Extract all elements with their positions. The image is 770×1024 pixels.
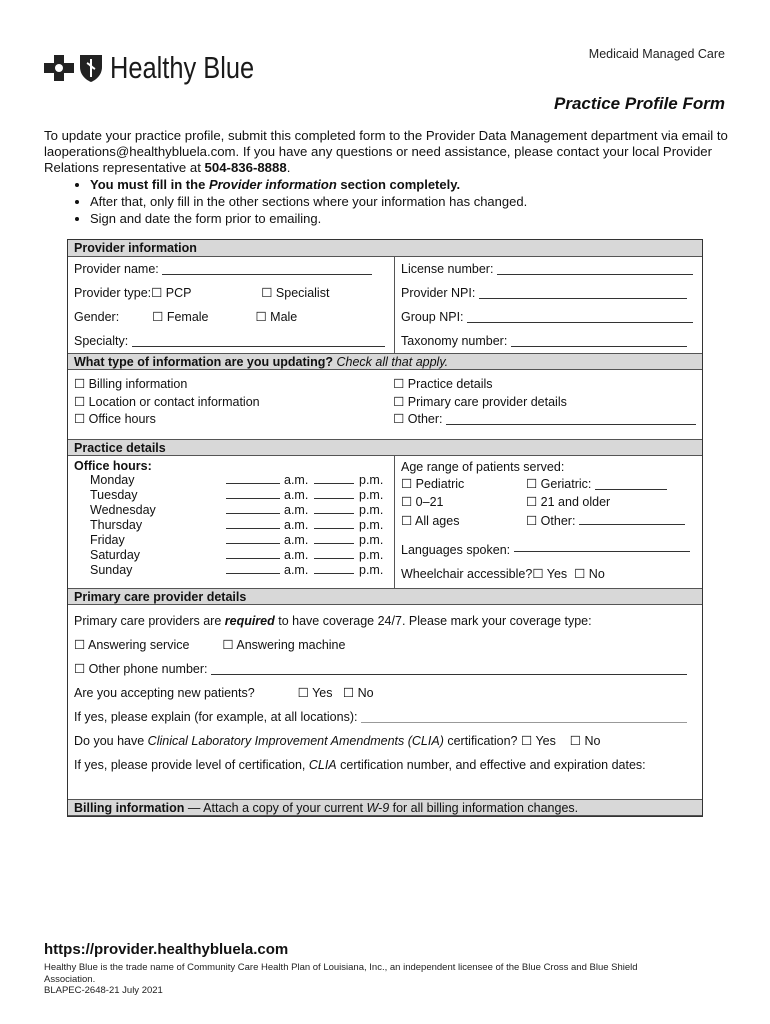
section-header-practice-details: Practice details [68,439,702,456]
languages-row [401,538,696,563]
open-time-field[interactable] [226,488,280,499]
other-row [393,411,696,429]
taxonomy-row [395,329,702,353]
pm-label: p.m. [359,532,384,547]
am-label: a.m. [284,473,309,488]
taxonomy-number-label: Taxonomy number: [401,334,508,348]
office-hours-row [74,488,388,503]
clia-emphasis: Clinical Laboratory Improvement Amendments (CLIA) [147,734,444,748]
section-header-billing [68,799,702,816]
brand-logo [44,50,286,86]
section-header-pcp-details: Primary care provider details [68,588,702,605]
day-label: Sunday [90,562,133,577]
pcp-details-checkbox[interactable]: ☐ Primary care provider details [393,394,567,409]
instruction-text: You must fill in the [90,177,209,192]
clia-row [74,729,696,753]
billing-heading-text: — Attach a copy of your current [184,801,367,815]
other-phone-field[interactable] [211,661,687,675]
open-time-field[interactable] [226,473,280,484]
form-container [67,239,703,817]
instruction-text: section completely. [336,177,461,192]
age-other-field[interactable] [579,511,685,525]
provider-url[interactable]: https://provider.healthybluela.com [44,941,289,958]
pediatric-checkbox[interactable]: ☐ Pediatric [401,477,465,491]
other-phone-checkbox[interactable]: ☐ Other phone number: [74,662,208,676]
close-time-field[interactable] [314,488,354,499]
day-label: Monday [90,473,135,488]
day-label: Friday [90,532,125,547]
updating-section [68,370,702,439]
am-label: a.m. [284,518,309,533]
day-label: Saturday [90,547,141,562]
medicaid-label: Medicaid Managed Care [588,47,725,61]
office-hours-row [74,473,388,488]
provider-type-row [68,281,394,305]
coverage-emphasis: required [224,614,275,628]
other-field[interactable] [446,411,696,425]
clia-level-row [74,753,696,793]
intro-paragraph [44,128,744,176]
office-hours-label: Office hours: [74,458,152,473]
open-time-field[interactable] [226,563,280,574]
open-time-field[interactable] [226,533,280,544]
coverage-text: Primary care providers are [74,614,225,628]
taxonomy-number-field[interactable] [511,333,687,347]
section-header-provider-info: Provider information [68,240,702,257]
license-row [395,257,702,281]
intro-text [44,128,744,227]
wheelchair-yes-checkbox[interactable]: ☐ Yes [532,567,568,581]
instruction-emphasis: Provider information [208,177,337,192]
all-ages-checkbox[interactable]: ☐ All ages [401,514,460,528]
specialist-checkbox[interactable]: ☐ Specialist [261,286,330,300]
other-checkbox[interactable]: ☐ Other: [393,412,443,426]
provider-name-label: Provider name: [74,262,159,276]
explain-label: If yes, please explain (for example, at all locations): [74,710,358,724]
pm-label: p.m. [359,518,384,533]
office-hours-rows [74,473,388,577]
specialty-label: Specialty: [74,334,129,348]
instruction-item: • After that, only fill in the other sections where your information has changed. [90,193,744,210]
billing-info-checkbox[interactable]: ☐ Billing information [74,377,188,391]
age-0-21-checkbox[interactable]: ☐ 0–21 [401,494,444,509]
accepting-yes-checkbox[interactable]: ☐ Yes [297,686,333,700]
pm-label: p.m. [359,547,384,562]
intro-period: . [286,160,291,175]
office-hours-row [74,563,388,578]
instruction-list [44,176,744,227]
day-label: Wednesday [90,503,156,518]
geriatric-checkbox[interactable]: ☐ Geriatric: [526,477,592,491]
office-hours-row [74,518,388,533]
group-npi-field[interactable] [467,309,693,323]
age-row-3 [401,511,696,538]
am-label: a.m. [284,532,309,547]
office-hours-row [74,533,388,548]
provider-npi-field[interactable] [479,285,687,299]
pcp-details-section [68,605,702,799]
trade-name-note: Healthy Blue is the trade name of Community Care Health Plan of Louisiana, Inc., an independent licensee of the Blue Cross and Blue Shield Association. [44,962,638,985]
brand-name: Healthy Blue [110,50,255,85]
coverage-options-row [74,633,696,657]
updating-right-list [393,376,696,429]
clia-level-text: If yes, please provide level of certification, [74,758,309,772]
provider-info-right [395,257,702,353]
clia-text: Do you have [74,734,148,748]
am-label: a.m. [284,562,309,577]
shield-icon [78,53,104,83]
close-time-field[interactable] [314,533,354,544]
wheelchair-label: Wheelchair accessible? [401,567,533,581]
languages-field[interactable] [514,538,690,552]
office-hours-checkbox[interactable]: ☐ Office hours [74,412,156,426]
office-hours-row [74,503,388,518]
accepting-row [74,681,696,705]
updating-left-list [74,376,393,429]
phone-number: 504-836-8888 [204,160,287,175]
other-phone-row [74,657,696,681]
gender-label: Gender: [74,310,120,324]
clia-level-text: certification number, and effective and expiration dates: [336,758,646,772]
clia-level-emphasis: CLIA [308,758,337,772]
specialty-field[interactable] [132,333,385,347]
cross-icon [44,55,74,81]
answering-machine-checkbox[interactable]: ☐ Answering machine [222,638,346,652]
pcp-checkbox[interactable]: ☐ PCP [151,286,192,300]
clia-text: certification? [443,734,518,748]
billing-heading-text: for all billing information changes. [389,801,579,815]
coverage-text: to have coverage 24/7. Please mark your coverage type: [274,614,592,628]
close-time-field[interactable] [314,548,354,559]
group-npi-row [395,305,702,329]
close-time-field[interactable] [314,473,354,484]
gender-row [68,305,394,329]
provider-npi-label: Provider NPI: [401,286,476,300]
age-row-1 [401,476,696,494]
specialty-row [68,329,394,353]
license-number-field[interactable] [497,261,693,275]
age-21-older-checkbox[interactable]: ☐ 21 and older [526,494,611,509]
languages-label: Languages spoken: [401,543,511,557]
age-range-panel [395,456,702,589]
wheelchair-no-checkbox[interactable]: ☐ No [574,567,605,581]
geriatric-field[interactable] [595,476,667,490]
license-number-label: License number: [401,262,494,276]
accepting-label: Are you accepting new patients? [74,686,255,700]
billing-heading-w9: W-9 [366,801,390,815]
open-time-field[interactable] [226,518,280,529]
instruction-item [90,176,744,193]
location-info-checkbox[interactable]: ☐ Location or contact information [74,394,260,409]
am-label: a.m. [284,488,309,503]
clia-no-checkbox[interactable]: ☐ No [569,734,601,748]
provider-info-left [68,257,395,353]
office-hours-table [68,456,395,589]
close-time-field[interactable] [314,518,354,529]
am-label: a.m. [284,503,309,518]
office-hours-row [74,548,388,563]
male-checkbox[interactable]: ☐ Male [255,310,298,324]
group-npi-label: Group NPI: [401,310,464,324]
close-time-field[interactable] [314,563,354,574]
open-time-field[interactable] [226,503,280,514]
accepting-no-checkbox[interactable]: ☐ No [342,686,374,700]
pm-label: p.m. [359,562,384,577]
pm-label: p.m. [359,488,384,503]
billing-heading: Billing information [74,801,185,815]
day-label: Thursday [90,518,143,533]
explain-row [74,705,696,729]
instruction-item: • Sign and date the form prior to emailing. [90,210,744,227]
clia-yes-checkbox[interactable]: ☐ Yes [521,734,556,748]
updating-heading-hint: Check all that apply. [336,355,449,369]
pm-label: p.m. [359,473,384,488]
close-time-field[interactable] [314,503,354,514]
answering-service-checkbox[interactable]: ☐ Answering service [74,638,190,652]
age-row-2 [401,494,696,512]
intro-paragraph-text: To update your practice profile, submit this completed form to the Provider Data Management department via email to laoperations@healthybluela.com. If you have any questions or need assistance, please contact your local Provider Relations representative at [44,128,728,175]
day-label: Tuesday [90,488,138,503]
wheelchair-row [401,563,696,585]
provider-type-label: Provider type: [74,286,152,300]
provider-info-section [68,257,702,353]
explain-field[interactable] [361,709,687,723]
provider-npi-row [395,281,702,305]
page-title: Practice Profile Form [553,94,725,113]
section-header-updating [68,353,702,370]
provider-name-field[interactable] [162,261,372,275]
age-other-checkbox[interactable]: ☐ Other: [526,514,576,528]
coverage-row [74,609,696,633]
practice-details-checkbox[interactable]: ☐ Practice details [393,377,493,391]
open-time-field[interactable] [226,548,280,559]
am-label: a.m. [284,547,309,562]
updating-heading: What type of information are you updating? [74,355,337,369]
pm-label: p.m. [359,503,384,518]
age-range-label: Age range of patients served: [401,459,565,474]
female-checkbox[interactable]: ☐ Female [152,310,209,324]
footer-note [44,962,644,997]
provider-name-row [68,257,394,281]
document-code: BLAPEC-2648-21 July 2021 [44,985,163,996]
practice-details-section [68,456,702,589]
